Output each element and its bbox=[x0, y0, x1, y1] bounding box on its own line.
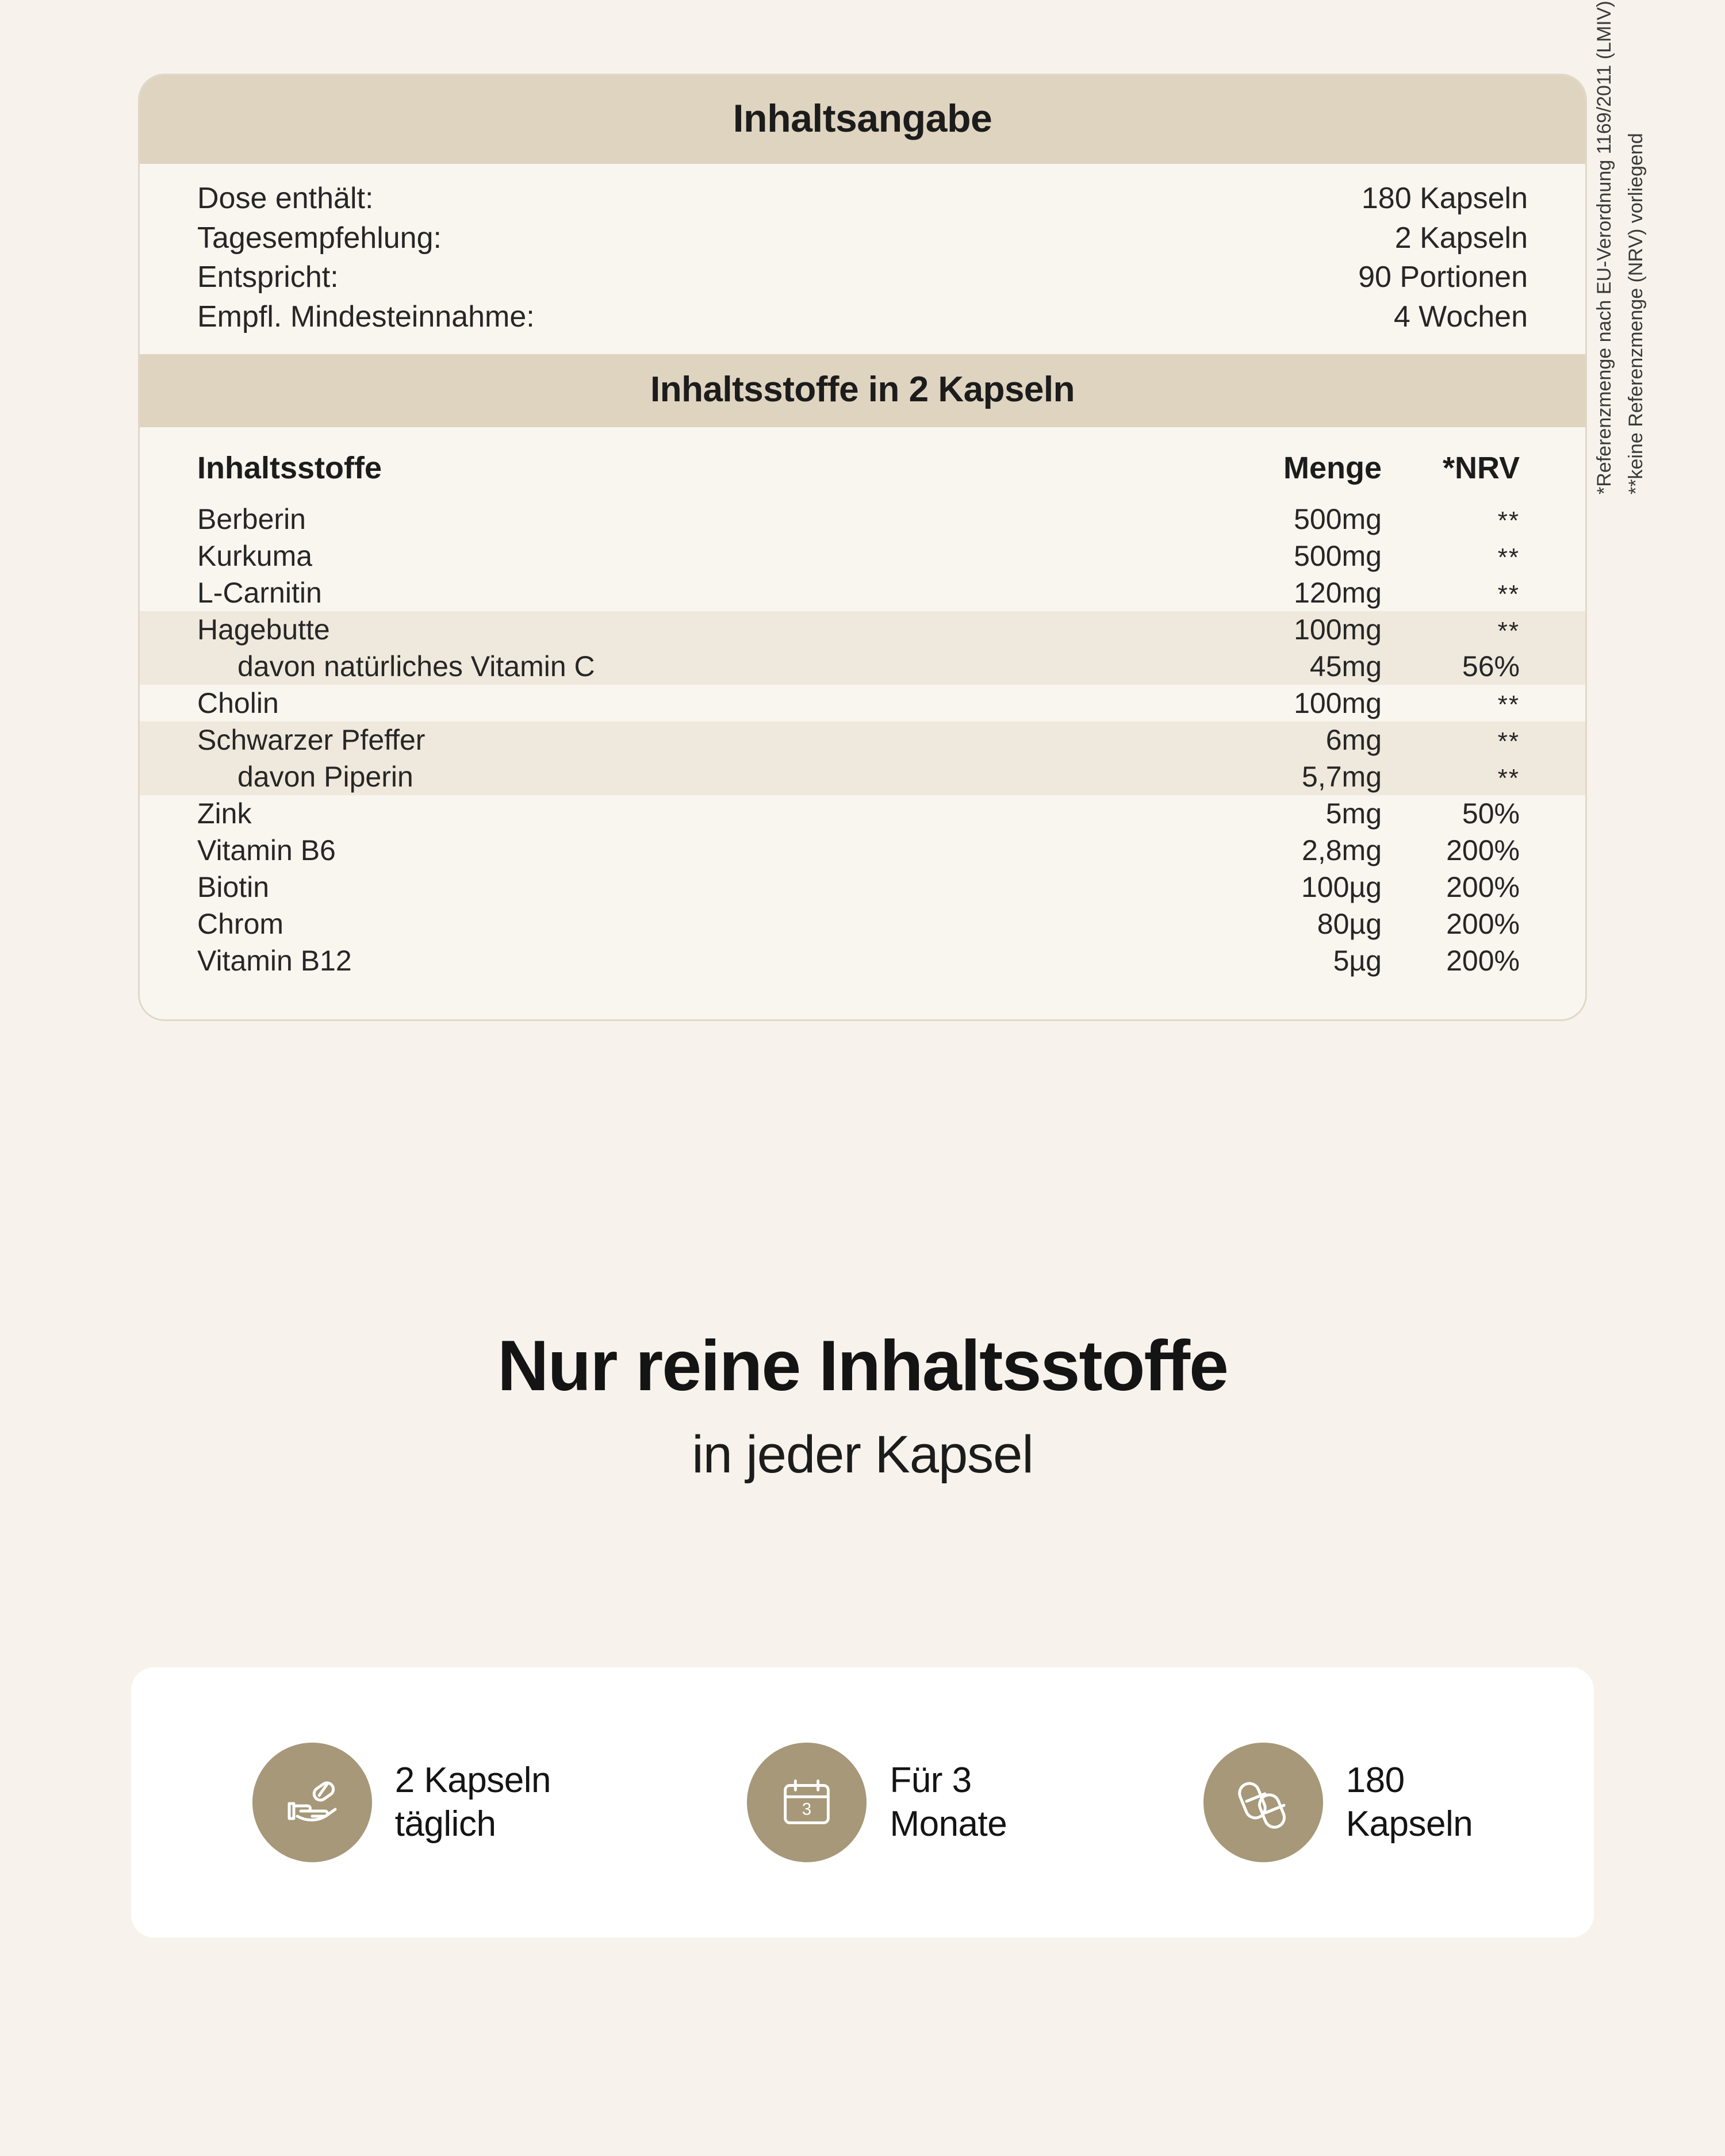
ingredient-amount: 45mg bbox=[1309, 650, 1382, 682]
summary-label: Entspricht: bbox=[197, 260, 339, 294]
footnotes bbox=[1593, 0, 1648, 494]
feature-line-1: Für 3 bbox=[890, 1760, 972, 1801]
table-row bbox=[140, 685, 1585, 722]
nutrition-panel bbox=[138, 74, 1587, 1021]
ingredient-amount: 500mg bbox=[1294, 502, 1382, 535]
summary-value: 180 Kapseln bbox=[1361, 182, 1528, 215]
ingredient-amount: 120mg bbox=[1294, 576, 1382, 609]
table-row bbox=[140, 869, 1585, 906]
page-title: Nur reine Inhaltsstoffe bbox=[497, 1326, 1228, 1406]
column-header-amount: Menge bbox=[1283, 450, 1382, 485]
serving-summary bbox=[140, 164, 1585, 354]
ingredient-nrv: 200% bbox=[1446, 870, 1520, 903]
hand-capsule-icon bbox=[252, 1743, 372, 1862]
table-row bbox=[140, 942, 1585, 979]
feature-capsule-count bbox=[1203, 1743, 1473, 1862]
table-row bbox=[140, 611, 1585, 648]
headline-block bbox=[0, 1328, 1725, 1485]
ingredient-nrv: ** bbox=[1497, 506, 1520, 535]
feature-duration bbox=[747, 1743, 1007, 1862]
table-row bbox=[140, 648, 1585, 685]
panel-header-title: Inhaltsangabe bbox=[733, 97, 992, 140]
feature-text bbox=[890, 1759, 1007, 1846]
calendar-icon bbox=[747, 1743, 867, 1862]
page-subtitle: in jeder Kapsel bbox=[692, 1425, 1033, 1484]
footnote-no-nrv: **keine Referenzmenge (NRV) vorliegend bbox=[1624, 133, 1647, 494]
ingredient-nrv: ** bbox=[1497, 727, 1520, 755]
panel-subheader bbox=[140, 354, 1585, 427]
feature-text bbox=[1346, 1759, 1473, 1846]
summary-value: 2 Kapseln bbox=[1394, 221, 1528, 255]
ingredient-amount: 5µg bbox=[1333, 944, 1382, 977]
feature-text bbox=[395, 1759, 551, 1846]
summary-row bbox=[197, 218, 1528, 258]
feature-line-2: täglich bbox=[394, 1804, 496, 1844]
svg-text:3: 3 bbox=[802, 1800, 812, 1819]
footnote-nrv-reference: *Referenzmenge nach EU-Verordnung 1169/2011 (LMIV) bbox=[1593, 1, 1615, 494]
ingredient-nrv: ** bbox=[1497, 543, 1520, 571]
ingredient-nrv: ** bbox=[1497, 580, 1520, 608]
summary-row bbox=[197, 258, 1528, 297]
ingredient-name: Chrom bbox=[197, 907, 284, 940]
table-row bbox=[140, 906, 1585, 942]
ingredient-name: Cholin bbox=[197, 686, 279, 719]
capsules-icon bbox=[1203, 1743, 1323, 1862]
ingredient-amount: 500mg bbox=[1294, 539, 1382, 572]
ingredient-nrv: ** bbox=[1497, 764, 1520, 792]
ingredient-name: Vitamin B6 bbox=[197, 834, 336, 866]
ingredient-amount: 100µg bbox=[1301, 870, 1382, 903]
summary-label: Empfl. Mindesteinnahme: bbox=[197, 300, 535, 333]
feature-line-2: Kapseln bbox=[1346, 1804, 1473, 1844]
summary-label: Dose enthält: bbox=[197, 182, 374, 215]
ingredient-name: davon natürliches Vitamin C bbox=[237, 650, 595, 682]
ingredient-nrv: 50% bbox=[1462, 797, 1520, 830]
table-row bbox=[140, 758, 1585, 795]
ingredient-nrv: 200% bbox=[1446, 944, 1520, 977]
table-row bbox=[140, 795, 1585, 832]
ingredient-name: Kurkuma bbox=[197, 539, 313, 572]
ingredient-name: Vitamin B12 bbox=[197, 944, 352, 977]
summary-value: 4 Wochen bbox=[1393, 300, 1528, 333]
summary-label: Tagesempfehlung: bbox=[197, 221, 442, 255]
ingredient-amount: 6mg bbox=[1325, 723, 1382, 756]
feature-line-1: 2 Kapseln bbox=[394, 1760, 551, 1801]
ingredient-nrv: 200% bbox=[1446, 834, 1520, 866]
ingredient-amount: 5,7mg bbox=[1302, 760, 1382, 793]
ingredients-table bbox=[140, 427, 1585, 1019]
ingredient-name: Schwarzer Pfeffer bbox=[197, 723, 425, 756]
ingredient-name: Zink bbox=[197, 797, 252, 830]
summary-row bbox=[197, 179, 1528, 218]
ingredient-name: Biotin bbox=[197, 870, 270, 903]
summary-row bbox=[197, 297, 1528, 337]
feature-daily-dose bbox=[252, 1743, 551, 1862]
features-card bbox=[131, 1667, 1594, 1938]
table-row bbox=[140, 722, 1585, 758]
ingredient-amount: 80µg bbox=[1317, 907, 1382, 940]
table-header-row bbox=[140, 427, 1585, 501]
table-row bbox=[140, 538, 1585, 574]
ingredient-amount: 100mg bbox=[1294, 686, 1382, 719]
feature-line-1: 180 bbox=[1346, 1760, 1405, 1801]
column-header-name: Inhaltsstoffe bbox=[197, 450, 382, 485]
table-row bbox=[140, 574, 1585, 611]
ingredient-name: Hagebutte bbox=[197, 613, 330, 646]
summary-value: 90 Portionen bbox=[1358, 260, 1528, 294]
ingredient-nrv: 56% bbox=[1462, 650, 1520, 682]
ingredient-amount: 5mg bbox=[1325, 797, 1382, 830]
table-row bbox=[140, 832, 1585, 869]
ingredient-name: L-Carnitin bbox=[197, 576, 322, 609]
feature-line-2: Monate bbox=[890, 1804, 1007, 1844]
ingredient-nrv: ** bbox=[1497, 616, 1520, 645]
panel-subheader-title: Inhaltsstoffe in 2 Kapseln bbox=[650, 369, 1075, 409]
ingredient-name: davon Piperin bbox=[237, 760, 413, 793]
table-row bbox=[140, 501, 1585, 538]
column-header-nrv: *NRV bbox=[1442, 450, 1520, 485]
panel-header bbox=[140, 75, 1585, 164]
ingredient-amount: 2,8mg bbox=[1302, 834, 1382, 866]
ingredient-amount: 100mg bbox=[1294, 613, 1382, 646]
ingredient-name: Berberin bbox=[197, 502, 306, 535]
ingredient-nrv: 200% bbox=[1446, 907, 1520, 940]
ingredient-nrv: ** bbox=[1497, 690, 1520, 719]
